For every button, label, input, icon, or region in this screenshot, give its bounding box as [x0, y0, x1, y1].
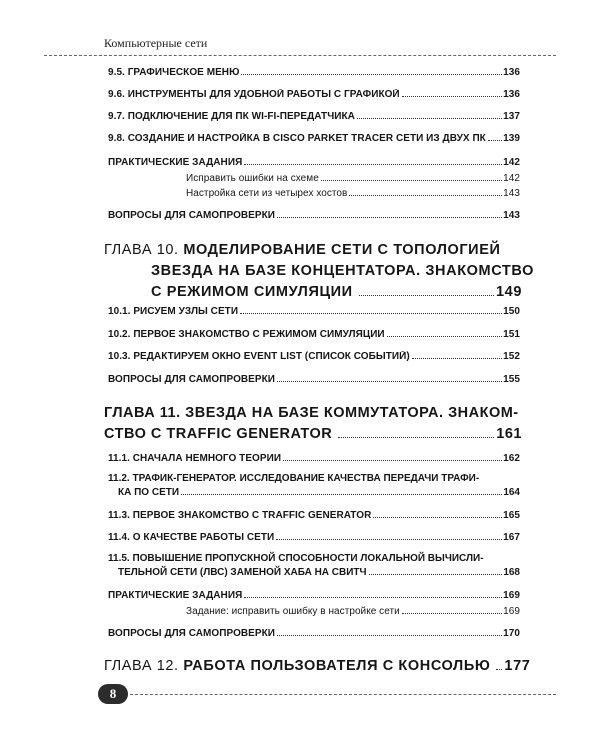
chapter-title-line: С РЕЖИМОМ СИМУЛЯЦИИ [151, 284, 353, 300]
toc-entry[interactable] [108, 89, 520, 100]
toc-entry[interactable] [108, 329, 520, 340]
toc-entry-title: 11.2. ТРАФИК-ГЕНЕРАТОР. ИССЛЕДОВАНИЕ КАЧЕСТВА ПЕРЕДАЧИ ТРАФИ- [108, 473, 480, 484]
dot-leader [359, 295, 494, 296]
toc-entry-title: ПРАКТИЧЕСКИЕ ЗАДАНИЯ [108, 157, 243, 168]
toc-entry-title: Задание: исправить ошибку в настройке сети [186, 606, 400, 617]
toc-entry-page: 137 [503, 111, 520, 122]
dot-leader [244, 597, 502, 598]
toc-entry-page: 143 [503, 210, 520, 221]
toc-entry-title: Исправить ошибки на схеме [186, 173, 319, 184]
toc-entry-page: 165 [503, 510, 520, 521]
toc-entry-page: 151 [503, 329, 520, 340]
toc-entry-title: ВОПРОСЫ ДЛЯ САМОПРОВЕРКИ [108, 210, 276, 221]
toc-entry-page: 167 [503, 532, 520, 543]
toc-entry-title-cont: КА ПО СЕТИ [118, 487, 180, 498]
toc-entry[interactable] [108, 210, 520, 221]
toc-entry-page: 136 [503, 67, 520, 78]
dot-leader [181, 494, 502, 495]
chapter-12-heading[interactable] [104, 656, 531, 677]
running-header: Компьютерные сети [104, 36, 208, 50]
toc-entry-page: 169 [503, 606, 520, 617]
toc-entry-page: 164 [503, 487, 520, 498]
toc-entry-page: 142 [503, 173, 520, 184]
footer-divider [130, 694, 556, 695]
chapter-title-line: ГЛАВА 11. ЗВЕЗДА НА БАЗЕ КОММУТАТОРА. ЗНАКОМ- [104, 405, 519, 421]
toc-entry-title: 11.3. ПЕРВОЕ ЗНАКОМСТВО С TRAFFIC GENERATOR [108, 510, 372, 521]
dot-leader [241, 74, 502, 75]
toc-entry-page: 139 [503, 133, 520, 144]
toc-entry-page: 142 [503, 157, 520, 168]
toc-entry-title: 10.3. РЕДАКТИРУЕМ ОКНО EVENT LIST (СПИСОК СОБЫТИЙ) [108, 351, 410, 362]
toc-entry-title: 10.1. РИСУЕМ УЗЛЫ СЕТИ [108, 306, 239, 317]
toc-entry-title: ВОПРОСЫ ДЛЯ САМОПРОВЕРКИ [108, 628, 276, 639]
chapter-page: 177 [504, 658, 531, 674]
toc-entry-title: 11.4. О КАЧЕСТВЕ РАБОТЫ СЕТИ [108, 532, 275, 543]
toc-entry-title: 10.2. ПЕРВОЕ ЗНАКОМСТВО С РЕЖИМОМ СИМУЛЯЦИИ [108, 329, 385, 340]
dot-leader [321, 180, 502, 181]
toc-entry[interactable] [108, 306, 520, 317]
toc-entry-title: 11.5. ПОВЫШЕНИЕ ПРОПУСКНОЙ СПОСОБНОСТИ ЛОКАЛЬНОЙ ВЫЧИСЛИ- [108, 553, 484, 564]
chapter-title-line: ЗВЕЗДА НА БАЗЕ КОНЦЕНТАТОРА. ЗНАКОМСТВО [151, 263, 534, 279]
dot-leader [402, 96, 502, 97]
toc-entry-title: 9.8. СОЗДАНИЕ И НАСТРОЙКА В CISCO PARKET TRACER СЕТИ ИЗ ДВУХ ПК [108, 133, 486, 144]
toc-entry[interactable] [108, 374, 520, 385]
toc-entry-page: 152 [503, 351, 520, 362]
dot-leader [240, 313, 502, 314]
toc-entry[interactable] [108, 628, 520, 639]
toc-entry[interactable] [108, 453, 520, 464]
toc-subentry[interactable] [186, 606, 520, 617]
chapter-page: 149 [496, 284, 522, 300]
toc-entry-title: ПРАКТИЧЕСКИЕ ЗАДАНИЯ [108, 590, 243, 601]
toc-subentry[interactable] [186, 173, 520, 184]
dot-leader [349, 195, 502, 196]
toc-entry[interactable] [108, 111, 520, 122]
header-divider [44, 55, 556, 56]
chapter-11-heading[interactable] [104, 403, 522, 445]
dot-leader [496, 669, 502, 670]
toc-entry-page: 136 [503, 89, 520, 100]
toc-entry-title: 9.6. ИНСТРУМЕНТЫ ДЛЯ УДОБНОЙ РАБОТЫ С ГРАФИКОЙ [108, 89, 400, 100]
toc-subentry[interactable] [186, 188, 520, 199]
toc-entry[interactable] [108, 532, 520, 543]
toc-entry-page: 162 [503, 453, 520, 464]
toc-entry[interactable] [108, 133, 520, 144]
toc-entry-page: 170 [503, 628, 520, 639]
chapter-title-line: СТВО С TRAFFIC GENERATOR [104, 426, 333, 442]
chapter-number: ГЛАВА 12. [104, 658, 179, 674]
toc-entry[interactable] [108, 157, 520, 168]
toc-entry-title-cont: ТЕЛЬНОЙ СЕТИ (ЛВС) ЗАМЕНОЙ ХАБА НА СВИТЧ [118, 567, 367, 578]
dot-leader [387, 336, 502, 337]
chapter-10-heading[interactable] [104, 240, 534, 303]
dot-leader [402, 613, 502, 614]
toc-entry[interactable] [108, 590, 520, 601]
toc-entry[interactable] [108, 351, 520, 362]
toc-entry-title: Настройка сети из четырех хостов [186, 188, 348, 199]
dot-leader [357, 118, 502, 119]
dot-leader [338, 437, 494, 438]
chapter-page: 161 [496, 426, 522, 442]
toc-entry-title: 9.7. ПОДКЛЮЧЕНИЕ ДЛЯ ПК WI-FI-ПЕРЕДАТЧИКА [108, 111, 355, 122]
chapter-number: ГЛАВА 10. [104, 242, 179, 258]
toc-entry-page: 168 [503, 567, 520, 578]
toc-entry-page: 155 [503, 374, 520, 385]
toc-entry-title: ВОПРОСЫ ДЛЯ САМОПРОВЕРКИ [108, 374, 276, 385]
dot-leader [277, 217, 502, 218]
toc-entry-page: 169 [503, 590, 520, 601]
chapter-title-line: РАБОТА ПОЛЬЗОВАТЕЛЯ С КОНСОЛЬЮ [183, 658, 491, 674]
dot-leader [373, 517, 502, 518]
dot-leader [488, 140, 502, 141]
dot-leader [277, 635, 502, 636]
dot-leader [412, 358, 502, 359]
toc-entry-page: 150 [503, 306, 520, 317]
dot-leader [276, 539, 502, 540]
toc-entry-page: 143 [503, 188, 520, 199]
toc-entry-title: 11.1. СНАЧАЛА НЕМНОГО ТЕОРИИ [108, 453, 282, 464]
chapter-title-line: МОДЕЛИРОВАНИЕ СЕТИ С ТОПОЛОГИЕЙ [183, 242, 501, 258]
dot-leader [244, 164, 502, 165]
dot-leader [369, 574, 503, 575]
page-number-badge: 8 [98, 684, 128, 704]
toc-entry-multiline[interactable] [108, 552, 520, 580]
dot-leader [283, 460, 502, 461]
toc-entry[interactable] [108, 67, 520, 78]
toc-entry-multiline[interactable] [108, 472, 520, 500]
toc-entry[interactable] [108, 510, 520, 521]
toc-entry-title: 9.5. ГРАФИЧЕСКОЕ МЕНЮ [108, 67, 240, 78]
dot-leader [277, 381, 502, 382]
